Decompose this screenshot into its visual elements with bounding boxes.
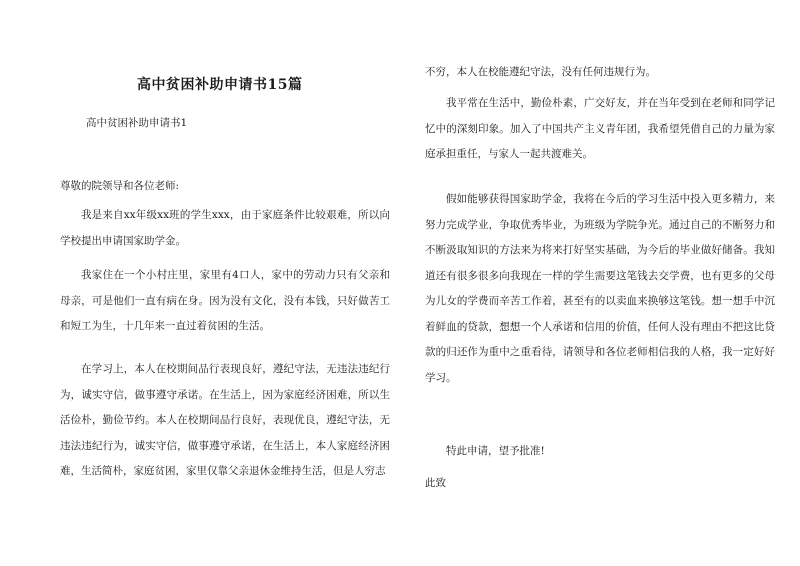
salutation: 尊敬的院领导和各位老师: xyxy=(60,180,180,192)
document-title: 高中贫困补助申请书15篇 xyxy=(137,77,303,93)
paragraph-family: 我家住在一个小村庄里，家里有4口人，家中的劳动力只有父亲和母亲，可是他们一直有病在身。因为没有文化，没有本钱，只好做苦工和短工为生，十几年来一直过着贫困的生活。 xyxy=(60,269,390,332)
paragraph-study: 在学习上，本人在校期间品行表现良好，遵纪守法，无违法违纪行为，诚实守信，做事遵守承诺。在生活上，因为家庭经济困难，所以生活俭朴，勤俭节约。本人在校期间品行良好，表现优良，遵纪守法，无违法违纪行为，诚实守信，做事遵守承诺，在生活上，本人家庭经济困难，生活简朴，家庭贫困，家里仅靠父亲退休金维持生活，但是人穷志 xyxy=(60,363,390,477)
paragraph-pledge: 假如能够获得国家助学金，我将在今后的学习生活中投入更多精力，来努力完成学业，争取优秀毕业，为班级为学院争光。通过自己的不断努力和不断汲取知识的方法来为将来打好坚实基础，为今后的毕业做好储备。我知道还有很多很多向我现在一样的学生需要这笔钱去交学费，也有更多的父母为儿女的学费而辛苦工作着，甚至有的以卖血来换够这笔钱。想一想手中沉着鲜血的贷款，想想一个人承诺和信用的价值，任何人没有理由不把这比贷款的归还作为重中之重看待，请领导和各位老师相信我的人格，我一定好好学习。 xyxy=(425,193,775,384)
document-subtitle: 高中贫困补助申请书1 xyxy=(86,117,188,129)
paragraph-introduction: 我是来自xx年级xx班的学生xxx，由于家庭条件比较艰难，所以向学校提出申请国家助学金。 xyxy=(60,209,390,247)
paragraph-continuation: 不穷，本人在校能遵纪守法，没有任何违规行为。 xyxy=(425,66,656,78)
paragraph-request: 特此申请，望予批准! xyxy=(446,445,545,457)
paragraph-life: 我平常在生活中，勤俭朴素，广交好友，并在当年受到在老师和同学记忆中的深刻印象。加入了中国共产主义青年团，我希望凭借自己的力量为家庭承担重任，与家人一起共渡难关。 xyxy=(425,97,775,160)
closing-text: 此致 xyxy=(425,477,446,489)
